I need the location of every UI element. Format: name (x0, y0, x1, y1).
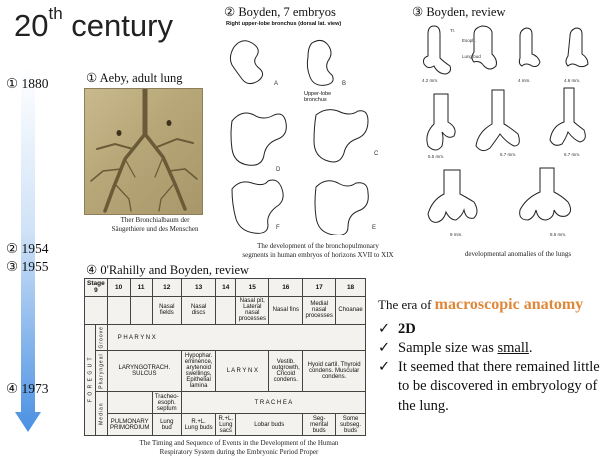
side-foregut: F O R E G U T (85, 324, 96, 435)
side-groove: Groove (96, 324, 107, 351)
check-icon: ✓ (378, 321, 391, 337)
stage-col-15: 15 (236, 279, 269, 297)
cell-nasal-fields: Nasal fields (152, 296, 181, 324)
panel-letter-a: A (274, 81, 279, 87)
lung-anomaly-sketches (414, 22, 600, 242)
stage-col-16: 16 (269, 279, 303, 297)
cell-rl-lung-sacs: R.+L. Lung sacs (216, 414, 236, 436)
section-title-orahilly-boyden: ④ 0'Rahilly and Boyden, review (86, 263, 250, 277)
figure-header: Right upper-lobe bronchus (dorsal lat. view) (226, 21, 342, 27)
label-esophagus: Esoph. (462, 38, 477, 43)
embryo-stage-table-container (84, 278, 366, 436)
panel-letter-e: E (372, 225, 377, 231)
cell-larynx: L A R Y N X (216, 351, 269, 392)
stage-col-12: 12 (152, 279, 181, 297)
timeline-year-1880: ① 1880 (6, 76, 49, 91)
orahilly-caption: The Timing and Sequence of Events in the Development of the Human Respiratory System during the Embryonic Period Proper (139, 439, 339, 456)
summary-bullets (378, 320, 610, 416)
cell-nasal-fins: Nasal fins (269, 296, 303, 324)
section-title-boyden-review: ③ Boyden, review (412, 5, 506, 19)
aeby-lung-photo (84, 88, 203, 215)
label-4-2mm: 4.2 mm. (422, 78, 439, 83)
timeline-year-1973: ④ 1973 (6, 381, 49, 396)
stage-col-11: 11 (130, 279, 152, 297)
check-icon: ✓ (378, 340, 391, 357)
stage-header: Stage 9 (85, 279, 108, 297)
stage-col-18: 18 (336, 279, 366, 297)
figure-label-upper-lobe: Upper-lobe bronchus (304, 91, 332, 104)
era-heading: The era of macroscopic anatomy (378, 296, 584, 313)
check-icon: ✓ (378, 359, 391, 376)
aeby-caption: Ther Bronchialbaum der Säugethiere und des Menschen (111, 216, 199, 233)
boyden-7-embryos-caption: The development of the bronchopulmonary segments in human embryos of horizons XVII to XIX (242, 242, 394, 259)
cell-pulmonary-primordium: PULMONARY PRIMORDIUM (107, 414, 152, 436)
side-pharyngeal: Pharyngeal (96, 351, 107, 392)
bullet-sample-size: ✓ Sample size was small. (378, 339, 610, 358)
cell-subsegmental-buds: Some subseg. buds (336, 414, 366, 436)
label-6-7mm: 6.7 mm. (564, 152, 581, 157)
page-title: 20th century (14, 4, 173, 43)
bullet-2d: ✓ 2D (378, 320, 610, 339)
label-4mm: 4 mm. (518, 78, 531, 83)
bronchial-tree-illustration (85, 89, 202, 214)
era-highlight: macroscopic anatomy (434, 296, 584, 313)
cell-rl-lung-buds: R.+L. Lung buds (181, 414, 215, 436)
cell-nasal-pit: Nasal pit, Lateral nasal processes (236, 296, 269, 324)
stage-col-10: 10 (107, 279, 130, 297)
label-8-5mm: 8.5 mm. (550, 232, 567, 237)
cell-laryngotracheal: LARYNGOTRACH. SULCUS (107, 351, 181, 392)
stage-col-14: 14 (216, 279, 236, 297)
cell-lung-bud: Lung bud (152, 414, 181, 436)
section-title-boyden-7-embryos: ② Boyden, 7 embryos (224, 5, 336, 19)
panel-letter-c: C (374, 151, 379, 157)
cell-tracheo-esoph: Tracheo-esoph. septum (152, 392, 181, 414)
boyden-review-caption: developmental anomalies of the lungs (464, 250, 572, 258)
timeline-year-1955: ③ 1955 (6, 259, 49, 274)
panel-letter-b: B (342, 81, 347, 87)
boyden-review-figure (414, 22, 600, 242)
cell-trachea: T R A C H E A (181, 392, 365, 414)
panel-letter-d: D (276, 167, 281, 173)
side-median: Median (96, 392, 107, 436)
label-4-6mm: 4.6 mm. (564, 78, 581, 83)
bullet-little-discovered: ✓ It seemed that there remained little to be discovered in embryology of the lung. (378, 359, 600, 414)
label-5-7mm: 5.7 mm. (500, 152, 517, 157)
cell-segmental-buds: Seg-mental buds (303, 414, 336, 436)
cell-choanae: Choanae (336, 296, 366, 324)
cell-vestibular: Vestib. outgrowth, Cricoid condens. (269, 351, 303, 392)
label-lung-bud: Lung bud (462, 54, 481, 59)
cell-hypopharyngeal: Hypophar. eminence, arytenoid swellings, Epithelial lamina (181, 351, 215, 392)
label-5-5mm: 5.5 mm. (428, 154, 445, 159)
section-title-aeby: ① Aeby, adult lung (86, 71, 183, 85)
panel-letter-f: F (276, 225, 280, 231)
timeline-year-1954: ② 1954 (6, 241, 49, 256)
cell-nasal-discs: Nasal discs (181, 296, 215, 324)
embryo-stage-table (84, 278, 366, 436)
stage-col-13: 13 (181, 279, 215, 297)
stage-col-17: 17 (303, 279, 336, 297)
cell-hyoid: Hyoid cartil. Thyroid condens. Muscular condens. (303, 351, 366, 392)
boyden-embryo-figure (224, 21, 384, 235)
cell-medial-nasal: Medial nasal processes (303, 296, 336, 324)
label-trachea: Tr. (450, 28, 456, 33)
cell-lobar-buds: Lobar buds (236, 414, 303, 436)
label-9mm: 9 mm. (450, 232, 463, 237)
embryo-bronchus-sketches (224, 29, 384, 235)
cell-pharynx: P H A R Y N X (107, 324, 365, 351)
